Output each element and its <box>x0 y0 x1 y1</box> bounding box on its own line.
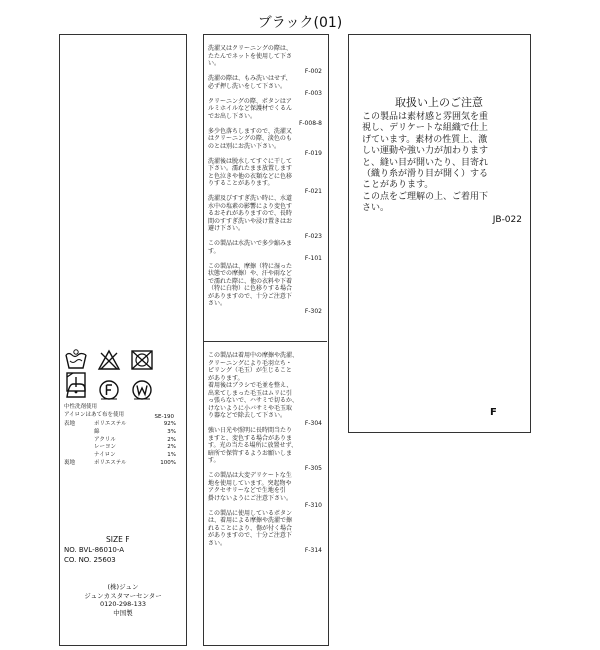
fabric-row <box>64 429 184 437</box>
instruction-line: 視し、デリケートな組織で仕上 <box>362 123 488 134</box>
no-bleach-icon <box>97 349 121 371</box>
caution-heading: 取扱い上のご注意 <box>395 96 483 109</box>
no-tumble-dry-icon <box>130 349 154 371</box>
fabric-row <box>64 452 184 460</box>
maker-line: 0120-298-133 <box>99 600 147 608</box>
instruction-line: ことがあります。 <box>362 180 434 191</box>
instruction-line: この製品は大変デリケートな生 <box>208 472 292 479</box>
instruction-line: 多少色落ちしますので、洗濯又 <box>208 127 292 135</box>
instruction-line: り器などで除去して下さい。 <box>208 412 287 419</box>
instruction-line: がありますので、十分ご注意下 <box>208 532 292 539</box>
instruction-code: F-304 <box>304 419 322 427</box>
maker-line: (株)ジュン <box>107 583 139 591</box>
fabric-percent: 2% <box>167 436 176 443</box>
instruction-line: けないように小バサミや毛玉取 <box>208 404 293 412</box>
instruction-line: この製品に使用しているボタン <box>208 509 293 517</box>
instruction-line: と色泣きや他の衣類などに色移 <box>208 172 293 180</box>
instruction-line: （特に白物）に色移りする場合 <box>208 285 293 292</box>
wet-clean-w-icon <box>130 379 154 401</box>
fabric-section: 裏地 <box>64 459 76 466</box>
fabric-percent: 1% <box>167 452 176 459</box>
fabric-row <box>64 437 184 445</box>
maker-line: 中国製 <box>113 608 133 617</box>
instruction-line: があります。 <box>208 374 244 382</box>
instruction-line: げています。素材の性質上、激 <box>362 134 488 145</box>
instruction-line: 地を使用しています。突起物や <box>208 479 292 487</box>
instruction-line: （織り糸が滑り目が開く）する <box>362 169 489 180</box>
instruction-line: 下さい。濡れたまま放置します <box>208 165 293 172</box>
fabric-name: ポリエステル <box>94 459 127 466</box>
instruction-code: F-314 <box>304 547 322 554</box>
fabric-section: 表地 <box>64 421 76 427</box>
instruction-line: 掛けないようにご注意下さい。 <box>208 494 293 502</box>
instruction-line: っ張らないで、ハサミで切るか、 <box>208 397 298 404</box>
fabric-percent: 100% <box>160 459 176 466</box>
instruction-code: F-305 <box>304 464 322 472</box>
instruction-line: この点をご理解の上、ご着用下 <box>362 191 489 202</box>
instruction-line: 間のすすぎ洗いや浸け置きはお <box>208 217 293 225</box>
instruction-code: F-302 <box>304 307 322 315</box>
instruction-line: アクセサリーなどで生地を引 <box>208 487 286 494</box>
care-text-block-2 <box>208 352 322 555</box>
label-code: SE-190 <box>154 414 174 420</box>
instruction-line: 暗所で保管するようお願いしま <box>208 449 293 457</box>
maker-info <box>60 583 186 617</box>
instruction-line: ルミホイルなど保護材でくるん <box>208 105 293 112</box>
instruction-line: す。 <box>208 457 220 464</box>
caution-text <box>362 112 526 226</box>
instruction-line: す。 <box>208 247 220 255</box>
co-number: CO. NO. 25603 <box>64 556 116 564</box>
fabric-section <box>64 452 94 460</box>
instruction-line: この製品は、摩擦（特に湿った <box>208 262 293 270</box>
instruction-code: JB-022 <box>492 214 522 225</box>
instruction-line: は、着用による摩擦や洗濯で擦 <box>208 517 293 524</box>
instruction-line: 水中の塩素の影響により変色す <box>208 202 293 210</box>
instruction-line: 洗濯後は脱水してすぐに干して <box>208 157 293 165</box>
instruction-code: F-101 <box>304 255 322 262</box>
care-symbols <box>64 349 184 409</box>
instruction-line: でお出し下さい。 <box>208 112 257 120</box>
instruction-line: す。光の当たる場所に放置せず、 <box>208 442 298 449</box>
instruction-line: で濡れた際に、他の衣料や下着 <box>208 277 293 285</box>
instruction-line: さい。 <box>362 203 390 214</box>
instruction-line: のとは別にお洗い下さい。 <box>208 142 281 150</box>
instruction-line: しい運動や強い力が加わります <box>362 146 489 157</box>
instruction-line: 状態での摩擦）や、汗や雨など <box>208 270 292 277</box>
fabric-name: アクリル <box>94 436 116 443</box>
instruction-line: クリーニングの際、ボタンはア <box>208 97 292 105</box>
care-text-block-1 <box>208 45 322 315</box>
instruction-line: この製品は着用中の摩擦や洗濯、 <box>208 352 299 359</box>
fabric-section <box>64 437 94 445</box>
instruction-line: この製品は水洗いで多少縮みま <box>208 240 293 247</box>
fabric-section <box>64 444 94 452</box>
instruction-line: と、縫い目が開いたり、目寄れ <box>362 157 489 168</box>
instruction-line: 着用後はブラシで毛並を整え、 <box>208 382 293 389</box>
instruction-line: はクリーニングの際、淡色のも <box>208 135 292 142</box>
fabric-name: 綿 <box>94 428 100 435</box>
fabric-name: レーヨン <box>94 444 117 451</box>
instruction-line: れることにより、傷が付く場合 <box>208 524 293 532</box>
instruction-line: ますと、変色する場合がありま <box>208 434 293 442</box>
note-line: 中性洗剤使用 <box>64 404 98 410</box>
instruction-line: ピリング（毛玉）が生じること <box>208 367 292 374</box>
instruction-line: クリーニングにより毛羽立ち・ <box>208 359 292 367</box>
instruction-line: るおそれがありますので、長時 <box>208 210 292 217</box>
fabric-name: ナイロン <box>94 452 116 459</box>
label-divider <box>204 341 327 342</box>
product-number: NO. BVL-86010-A <box>64 546 125 554</box>
instruction-line: さい。 <box>208 300 227 307</box>
wash-tub-30-icon <box>64 349 88 371</box>
dry-clean-f-icon <box>97 379 121 401</box>
composition-label <box>59 34 187 646</box>
fabric-row <box>64 444 184 452</box>
instruction-code: F-002 <box>304 67 322 75</box>
maker-line: ジュンカスタマーセンター <box>84 591 162 600</box>
instruction-line: 出来てしまった毛玉はムリに引 <box>208 389 293 397</box>
fabric-composition <box>64 421 184 468</box>
instruction-code: F-019 <box>304 150 322 157</box>
instruction-line: この製品は素材感と雰囲気を重 <box>362 112 489 122</box>
instruction-line: い。 <box>208 60 221 67</box>
instruction-line: がありますので、十分ご注意下 <box>208 292 292 300</box>
instruction-line: 洗濯の際は、もみ洗いはせず、 <box>208 75 292 82</box>
iron-low-icon <box>64 379 88 401</box>
instruction-code: F-310 <box>304 502 322 509</box>
fabric-section <box>64 429 94 437</box>
instruction-code: F-003 <box>304 90 322 97</box>
instruction-line: さい。 <box>208 539 227 547</box>
handling-caution-label <box>348 34 531 433</box>
care-instructions-label <box>203 34 329 646</box>
fabric-percent: 92% <box>163 421 176 427</box>
instruction-code: F-023 <box>304 232 322 240</box>
fabric-percent: 2% <box>167 444 176 451</box>
instruction-line: 洗濯及びすすぎ洗い時に、水道 <box>208 195 293 202</box>
product-info <box>64 535 184 565</box>
instruction-line: りすることがあります。 <box>208 180 274 187</box>
instruction-line: たたんでネットを使用して下さ <box>208 52 293 60</box>
instruction-line: 必ず押し洗いをして下さい。 <box>208 82 287 90</box>
caution-mark: F <box>490 407 497 418</box>
instruction-line: 強い日光や照明に長時間当たり <box>208 427 293 434</box>
instruction-line: 洗濯又はクリーニングの際は、 <box>208 45 292 52</box>
note-line: アイロンはあて布を使用 <box>64 411 125 418</box>
instruction-code: F-008-8 <box>298 120 322 127</box>
fabric-row <box>64 421 184 429</box>
fabric-percent: 3% <box>167 428 176 435</box>
page-title: ブラック(01) <box>257 15 343 31</box>
instruction-line: 避け下さい。 <box>208 225 245 232</box>
instruction-code: F-021 <box>304 187 322 195</box>
fabric-row <box>64 460 184 468</box>
fabric-name: ポリエステル <box>94 421 127 427</box>
size-text: SIZE F <box>106 535 130 544</box>
